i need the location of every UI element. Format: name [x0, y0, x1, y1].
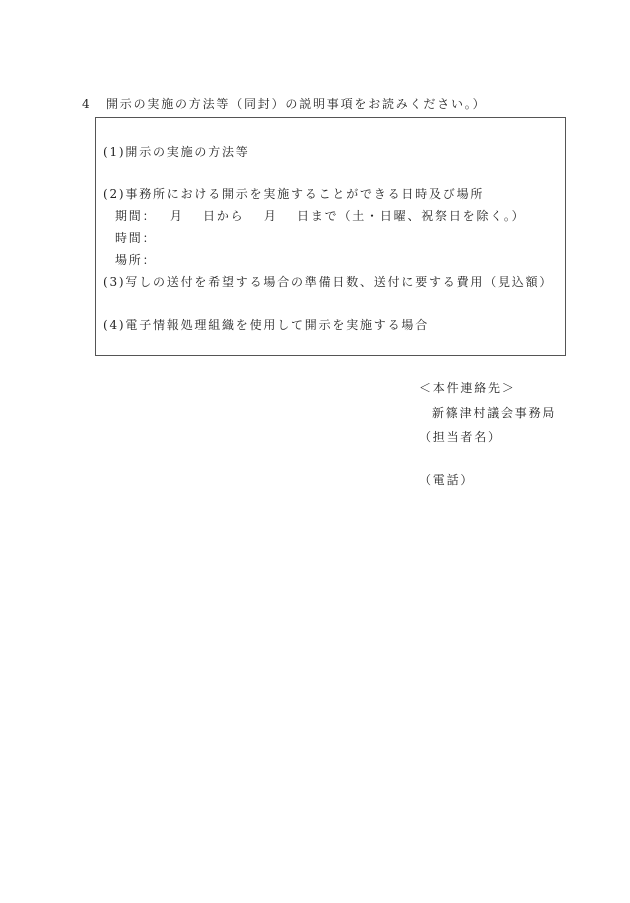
item-1-disclosure-method: (1)開示の実施の方法等 — [103, 145, 250, 159]
section-number: 4 — [82, 97, 92, 111]
contact-heading: ＜本件連絡先＞ — [419, 381, 516, 395]
period-field: 期間： 月 日から 月 日まで（土・日曜、祝祭日を除く。） — [115, 209, 526, 223]
item-2-office-datetime-place: (2)事務所における開示を実施することができる日時及び場所 — [103, 187, 485, 201]
place-field: 場所： — [115, 253, 157, 267]
item-4-electronic-disclosure: (4)電子情報処理組織を使用して開示を実施する場合 — [103, 318, 429, 332]
section-title: 開示の実施の方法等（同封）の説明事項をお読みください。） — [106, 97, 487, 111]
item-3-copy-delivery: (3)写しの送付を希望する場合の準備日数、送付に要する費用（見込額） — [103, 275, 554, 289]
contact-office: 新篠津村議会事務局 — [432, 406, 557, 420]
contact-person: （担当者名） — [419, 430, 502, 444]
contact-phone: （電話） — [419, 473, 475, 487]
time-field: 時間： — [115, 231, 157, 245]
